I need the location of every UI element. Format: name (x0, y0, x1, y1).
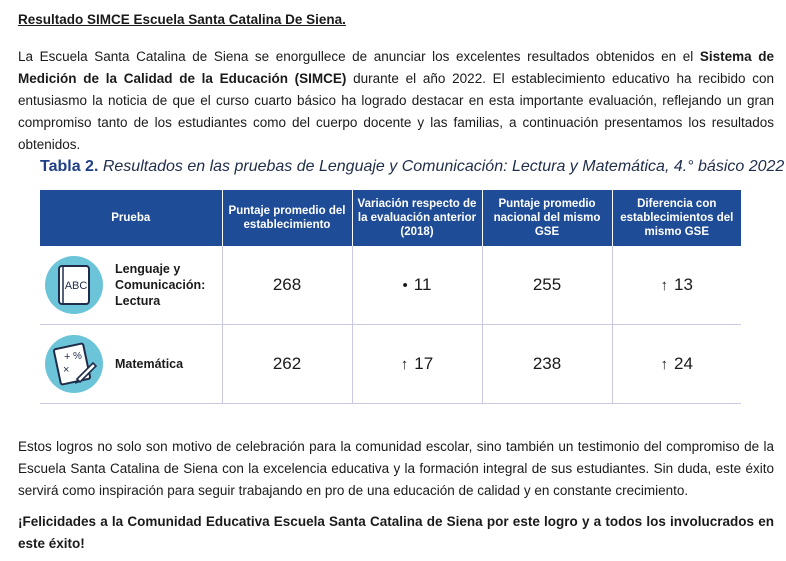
header-nacional: Puntaje promedio nacional del mismo GSE (482, 190, 612, 246)
svg-text:×: × (63, 364, 70, 376)
closing-paragraph: Estos logros no solo son motivo de celebración para la comunidad escolar, sino también un testimonio del compromiso de la Escuela Santa Catalina de Siena con la excelencia educativa y la formación integral de sus estudiantes. Sin duda, este éxito servirá como inspiración para seguir trabajando en pro de una educación de calidad y en constante crecimiento. (18, 439, 774, 498)
congrats-paragraph: ¡Felicidades a la Comunidad Educativa Escuela Santa Catalina de Siena por este logro y a todos los involucrados en este éxito! (18, 514, 774, 551)
difference-cell: ↑ 24 (612, 325, 741, 404)
intro-paragraph: La Escuela Santa Catalina de Siena se enorgullece de anunciar los excelentes resultados obtenidos en el Sistema de Medición de la Calidad de la Educación (SIMCE) durante el año 2022. El establecimiento educativo ha recibido con entusiasmo la noticia de que el curso cuarto básico ha logrado destacar en esta importante evaluación, reflejando un gran compromiso tanto de los estudiantes como del cuerpo docente y las familias, a continuación presentamos los resultados obtenidos. (18, 49, 774, 152)
subject-label: Lenguaje y Comunicación: Lectura (115, 262, 206, 308)
table-header-row (40, 190, 741, 246)
arrow-up-icon: ↑ (660, 277, 669, 294)
table-title: Tabla 2. Resultados en las pruebas de Lenguaje y Comunicación: Lectura y Matemática, 4.° básico 2022 (40, 158, 785, 175)
table-row (40, 246, 741, 325)
variation-cell: • 11 (352, 246, 482, 325)
header-prueba: Prueba (40, 190, 222, 246)
svg-text:ABC: ABC (64, 280, 88, 292)
score-cell: 268 (222, 246, 352, 325)
math-notebook-icon (43, 333, 105, 395)
header-diferencia: Diferencia con establecimientos del mismo GSE (612, 190, 741, 246)
header-variacion: Variación respecto de la evaluación anterior (2018) (352, 190, 482, 246)
subject-cell (40, 325, 222, 404)
abc-book-icon (43, 254, 105, 316)
dot-icon: • (402, 277, 408, 294)
table-row (40, 325, 741, 404)
svg-text:+: + (64, 351, 71, 363)
national-cell: 255 (482, 246, 612, 325)
header-puntaje: Puntaje promedio del establecimiento (222, 190, 352, 246)
difference-cell: ↑ 13 (612, 246, 741, 325)
variation-cell: ↑ 17 (352, 325, 482, 404)
subject-cell (40, 246, 222, 325)
svg-text:%: % (73, 351, 82, 362)
document-heading: Resultado SIMCE Escuela Santa Catalina De Siena. (18, 12, 346, 27)
arrow-up-icon: ↑ (400, 356, 409, 373)
simce-name: Sistema de Medición de la Calidad de la Educación (SIMCE) (18, 49, 774, 86)
subject-label: Matemática (115, 357, 184, 371)
results-table (40, 190, 741, 404)
national-cell: 238 (482, 325, 612, 404)
arrow-up-icon: ↑ (660, 356, 669, 373)
score-cell: 262 (222, 325, 352, 404)
